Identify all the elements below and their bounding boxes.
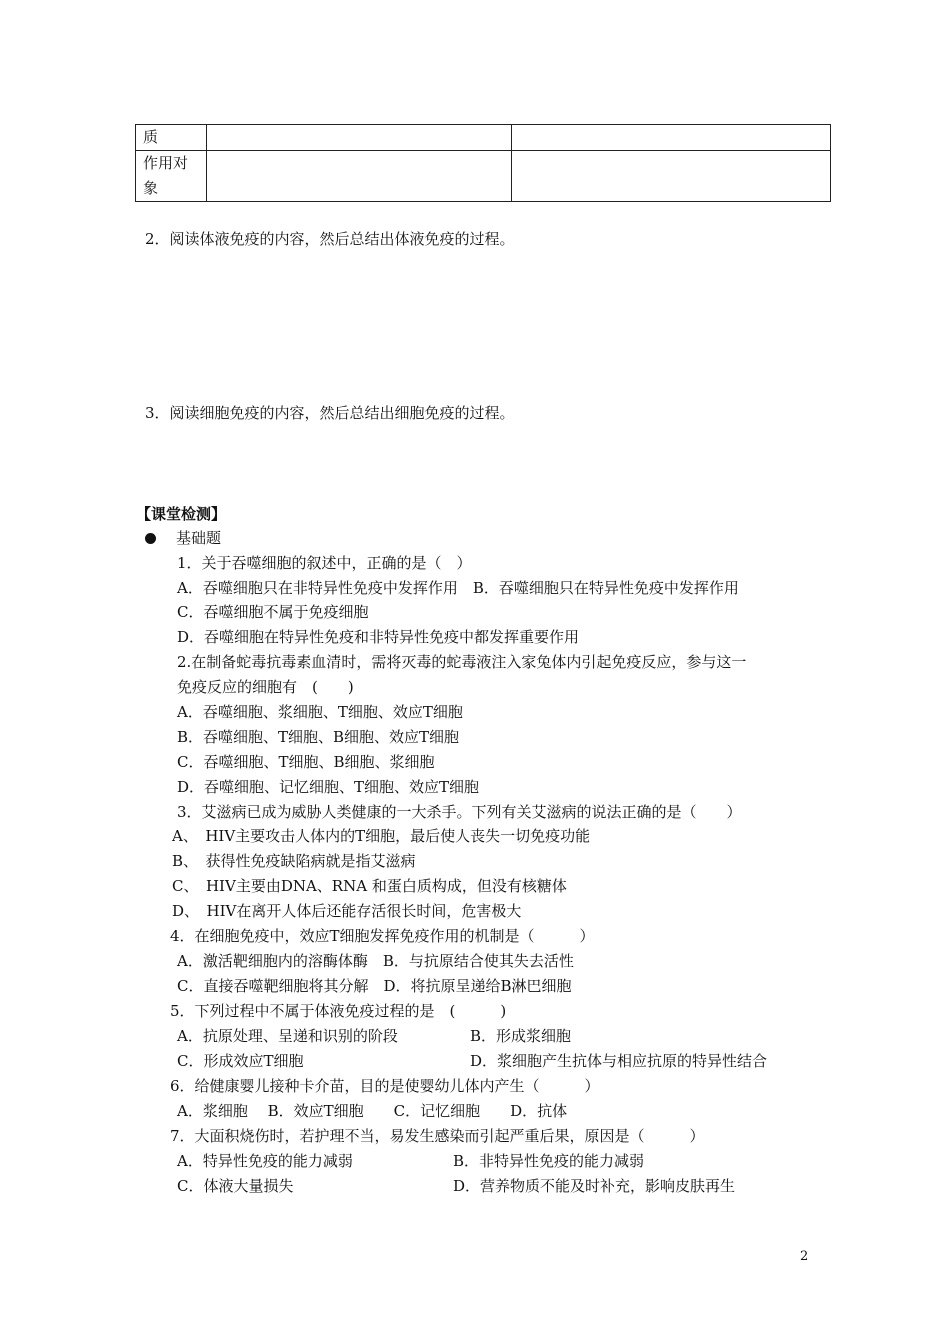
table-cell <box>207 151 512 202</box>
basic-label: 基础题 <box>176 529 222 547</box>
question-text: 4．在细胞免疫中，效应T细胞发挥免疫作用的机制是（ ） <box>170 927 595 945</box>
section-title: 【课堂检测】 <box>136 505 227 523</box>
question-text: 2.在制备蛇毒抗毒素血清时，需将灭毒的蛇毒液注入家兔体内引起免疫反应，参与这一 <box>177 653 747 671</box>
bullet-icon <box>145 533 156 544</box>
option-text: A．激活靶细胞内的溶酶体酶 B．与抗原结合使其失去活性 <box>177 952 574 970</box>
option-text: B．形成浆细胞 <box>470 1027 572 1045</box>
option-text: C．形成效应T细胞 <box>177 1052 304 1070</box>
option-text: D．浆细胞产生抗体与相应抗原的特异性结合 <box>470 1052 768 1070</box>
basic-heading <box>145 529 221 547</box>
table-cell <box>512 125 831 151</box>
question-2: 2．阅读体液免疫的内容，然后总结出体液免疫的过程。 <box>145 230 515 248</box>
question-text: 6．给健康婴儿接种卡介苗，目的是使婴幼儿体内产生（ ） <box>170 1077 600 1095</box>
option-text: A．吞噬细胞、浆细胞、T细胞、效应T细胞 <box>177 703 463 721</box>
option-text: A．特异性免疫的能力减弱 <box>177 1152 353 1170</box>
option-text: B．非特异性免疫的能力减弱 <box>453 1152 645 1170</box>
question-text: 免疫反应的细胞有 ( ) <box>177 678 354 696</box>
option-text: C．体液大量损失 <box>177 1177 294 1195</box>
option-text: D．吞噬细胞、记忆细胞、T细胞、效应T细胞 <box>177 778 480 796</box>
option-text: A．浆细胞 B．效应T细胞 C．记忆细胞 D．抗体 <box>177 1102 568 1120</box>
option-text: C．吞噬细胞、T细胞、B细胞、浆细胞 <box>177 753 435 771</box>
option-text: A、 HIV主要攻击人体内的T细胞，最后使人丧失一切免疫功能 <box>172 827 591 845</box>
comparison-table <box>135 124 831 202</box>
option-text: D、 HIV在离开人体后还能存活很长时间，危害极大 <box>172 902 522 920</box>
table-row-label: 质 <box>136 125 207 151</box>
table-row-label: 作用对象 <box>136 151 207 202</box>
option-text: A．吞噬细胞只在非特异性免疫中发挥作用 B．吞噬细胞只在特异性免疫中发挥作用 <box>177 579 739 597</box>
question-text: 7．大面积烧伤时，若护理不当，易发生感染而引起严重后果，原因是（ ） <box>170 1127 705 1145</box>
table-cell <box>512 151 831 202</box>
question-text: 3．艾滋病已成为威胁人类健康的一大杀手。下列有关艾滋病的说法正确的是（ ） <box>177 803 742 821</box>
page-number: 2 <box>800 1249 809 1264</box>
option-text: D．营养物质不能及时补充，影响皮肤再生 <box>453 1177 736 1195</box>
option-text: D．吞噬细胞在特异性免疫和非特异性免疫中都发挥重要作用 <box>177 628 580 646</box>
option-text: C、 HIV主要由DNA、RNA 和蛋白质构成，但没有核糖体 <box>172 877 567 895</box>
option-text: C．吞噬细胞不属于免疫细胞 <box>177 603 369 621</box>
option-text: B、 获得性免疫缺陷病就是指艾滋病 <box>172 852 416 870</box>
question-text: 1．关于吞噬细胞的叙述中，正确的是（ ） <box>177 554 472 572</box>
option-text: B．吞噬细胞、T细胞、B细胞、效应T细胞 <box>177 728 460 746</box>
option-text: A．抗原处理、呈递和识别的阶段 <box>177 1027 398 1045</box>
question-3: 3．阅读细胞免疫的内容，然后总结出细胞免疫的过程。 <box>145 404 515 422</box>
question-text: 5．下列过程中不属于体液免疫过程的是 ( ) <box>170 1002 507 1020</box>
table-cell <box>207 125 512 151</box>
option-text: C．直接吞噬靶细胞将其分解 D．将抗原呈递给B淋巴细胞 <box>177 977 572 995</box>
